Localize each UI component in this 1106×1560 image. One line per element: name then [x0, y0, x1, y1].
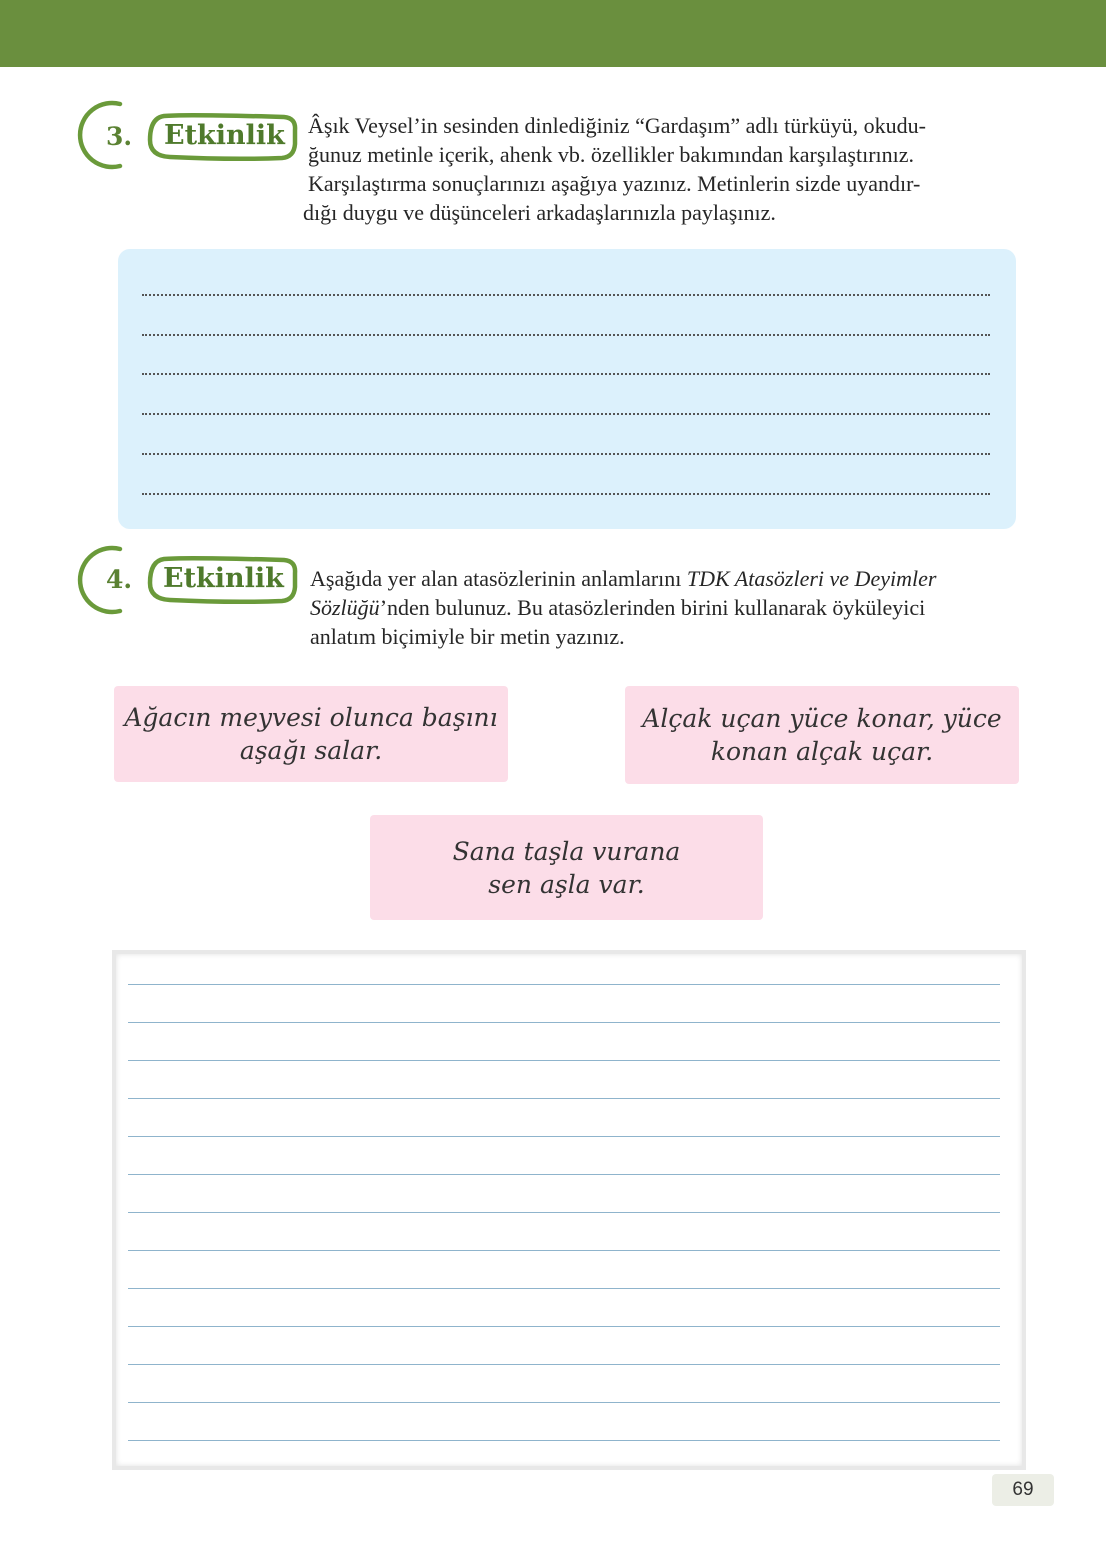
answer-area[interactable] [118, 249, 1016, 529]
instruction-text: ’nden bulunuz. Bu atasözlerinden birini kullanarak öyküleyici [379, 595, 926, 620]
proverb-card [625, 686, 1019, 784]
instruction-line [310, 564, 936, 593]
proverb-card [370, 815, 763, 920]
writing-line[interactable] [128, 1174, 1000, 1175]
activity-4-badge [84, 545, 304, 615]
instruction-line: ğunuz metinle içerik, ahenk vb. özellikler bakımından karşılaştırınız. [308, 142, 915, 167]
dictionary-title: TDK Atasözleri ve Deyimler [686, 566, 937, 591]
proverb-line: aşağı salar. [239, 736, 383, 765]
instruction-text: Aşağıda yer alan atasözlerinin anlamlarını [310, 566, 687, 591]
activity-label: Etkinlik [164, 120, 285, 151]
writing-line[interactable] [128, 1402, 1000, 1403]
dotted-answer-line[interactable] [142, 294, 990, 296]
writing-line[interactable] [128, 1440, 1000, 1441]
instruction-line [310, 593, 936, 622]
proverb-line: konan alçak uçar. [710, 737, 934, 766]
writing-line[interactable] [128, 1098, 1000, 1099]
writing-line[interactable] [128, 1364, 1000, 1365]
instruction-line: anlatım biçimiyle bir metin yazınız. [310, 624, 625, 649]
writing-area[interactable] [112, 950, 1026, 1470]
writing-line[interactable] [128, 1250, 1000, 1251]
header-band [0, 0, 1106, 67]
proverb-line: Sana taşla vurana [452, 836, 681, 866]
instruction-line: Karşılaştırma sonuçlarınızı aşağıya yazınız. Metinlerin sizde uyandır- [308, 171, 921, 196]
dotted-answer-line[interactable] [142, 493, 990, 495]
activity-4-instructions [310, 564, 936, 651]
writing-line[interactable] [128, 1136, 1000, 1137]
proverb-card [114, 686, 508, 782]
writing-line[interactable] [128, 1022, 1000, 1023]
proverb-line: Alçak uçan yüce konar, yüce [642, 704, 1002, 733]
instruction-line: dığı duygu ve düşünceleri arkadaşlarınızla paylaşınız. [303, 200, 776, 225]
proverb-line: sen aşla var. [488, 869, 645, 899]
dotted-answer-line[interactable] [142, 373, 990, 375]
writing-line[interactable] [128, 1288, 1000, 1289]
activity-3-instructions [303, 111, 926, 227]
activity-number: 4. [106, 565, 133, 594]
activity-label: Etkinlik [163, 563, 284, 594]
dotted-answer-line[interactable] [142, 334, 990, 336]
writing-line[interactable] [128, 1060, 1000, 1061]
writing-line[interactable] [128, 1212, 1000, 1213]
proverb-line: Ağacın meyvesi olunca başını [124, 703, 498, 732]
dotted-answer-line[interactable] [142, 453, 990, 455]
activity-number: 3. [106, 122, 133, 151]
dotted-answer-line[interactable] [142, 413, 990, 415]
instruction-line: Âşık Veysel’in sesinden dinlediğiniz “Gardaşım” adlı türküyü, okudu- [308, 113, 926, 138]
page-number: 69 [992, 1474, 1054, 1506]
dictionary-title-end: Sözlüğü [310, 595, 380, 620]
writing-line[interactable] [128, 1326, 1000, 1327]
activity-3-badge [84, 100, 304, 170]
writing-line[interactable] [128, 984, 1000, 985]
